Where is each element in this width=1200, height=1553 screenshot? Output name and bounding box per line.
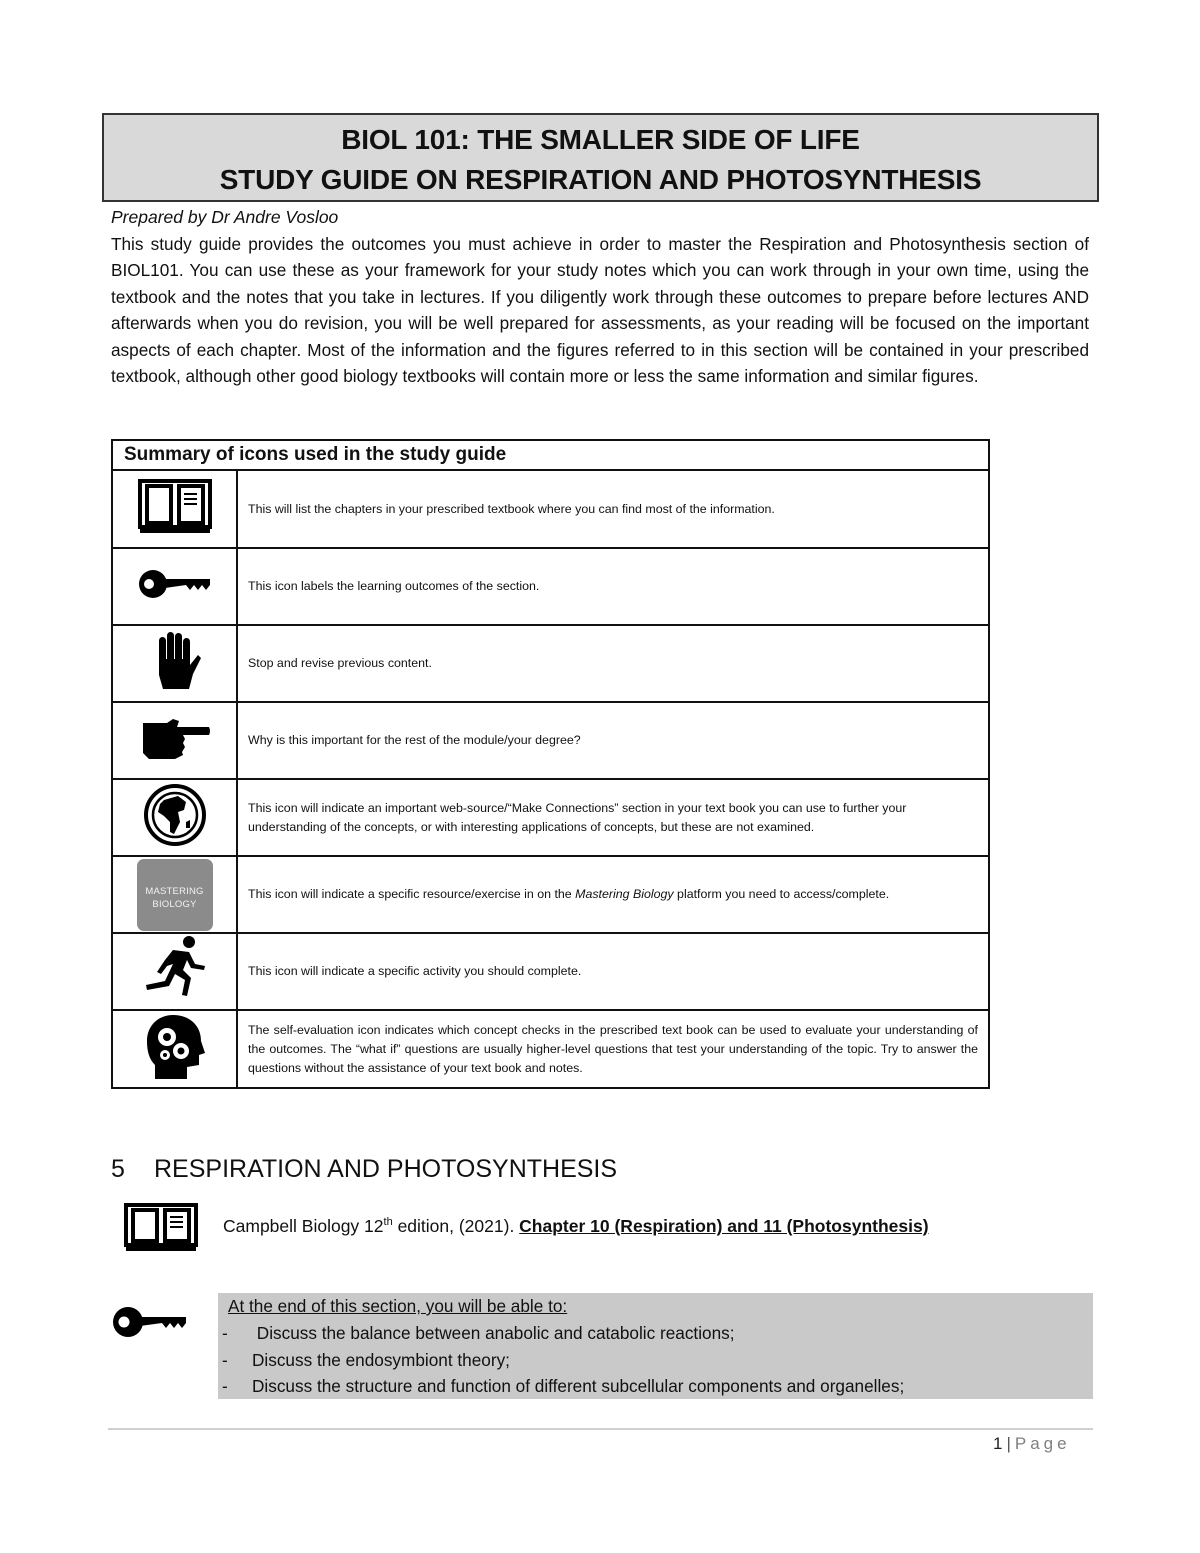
icon-description: This icon labels the learning outcomes of the section. — [237, 548, 989, 625]
list-item: - Discuss the balance between anabolic and catabolic reactions; — [222, 1322, 735, 1343]
footer-divider — [108, 1428, 1093, 1430]
prepared-by: Prepared by Dr Andre Vosloo — [111, 207, 339, 227]
icon-description: This icon will indicate an important web-source/“Make Connections” section in your text book you can use to further your understanding of the concepts, or with interesting applications of concepts, but these are not examined. — [237, 779, 989, 856]
table-row — [112, 856, 989, 933]
head-gears-icon — [145, 1013, 205, 1081]
icon-description: This icon will indicate a specific activity you should complete. — [237, 933, 989, 1010]
mastering-biology-icon: MASTERING BIOLOGY — [137, 859, 213, 931]
table-row — [112, 779, 989, 856]
title-box — [102, 113, 1099, 202]
table-row — [112, 470, 989, 548]
page-number: 1 — [993, 1434, 1003, 1453]
pointing-hand-icon — [139, 715, 211, 761]
globe-icon — [142, 782, 208, 848]
table-row — [112, 625, 989, 702]
page-footer: 1 | Page — [993, 1434, 1071, 1453]
outcomes-heading: At the end of this section, you will be able to: — [228, 1296, 568, 1316]
textbook-reference: Campbell Biology 12th edition, (2021). Chapter 10 (Respiration) and 11 (Photosynthesis) — [223, 1216, 929, 1236]
list-item: - Discuss the structure and function of different subcellular components and organelles; — [222, 1376, 905, 1397]
table-row — [112, 933, 989, 1010]
icon-description: This icon will indicate a specific resource/exercise in on the Mastering Biology platform you need to access/complete. — [237, 856, 989, 933]
icon-description: The self-evaluation icon indicates which concept checks in the prescribed text book can be used to evaluate your understanding of the outcomes. The “what if” questions are usually higher-level questions that test your understanding of the topic. Try to answer the questions without the assistance of your text book and notes. — [237, 1010, 989, 1088]
icon-description: Stop and revise previous content. — [237, 625, 989, 702]
chapter-reference: Chapter 10 (Respiration) and 11 (Photosynthesis) — [519, 1216, 929, 1236]
icon-summary-table — [111, 439, 990, 1089]
table-row — [112, 548, 989, 625]
section-title: RESPIRATION AND PHOTOSYNTHESIS — [154, 1155, 618, 1183]
icon-description: This will list the chapters in your prescribed textbook where you can find most of the information. — [237, 470, 989, 548]
page-label: Page — [1014, 1434, 1071, 1453]
book-icon — [137, 478, 213, 536]
table-row — [112, 702, 989, 779]
list-item: - Discuss the endosymbiont theory; — [222, 1349, 510, 1370]
intro-paragraph: This study guide provides the outcomes you must achieve in order to master the Respiration and Photosynthesis section of BIOL101. You can use these as your framework for your study notes which you can work through in your own time, using the textbook and the notes that you take in lectures. If you diligently work through these outcomes to prepare before lectures AND afterwards when you do revision, you will be well prepared for assessments, as your reading will be focused on the important aspects of each chapter. Most of the information and the figures referred to in this section will be contained in your prescribed textbook, although other good biology textbooks will contain more or less the same information and similar figures. — [111, 234, 1089, 387]
table-row — [112, 1010, 989, 1088]
key-icon — [112, 1303, 188, 1341]
document-title-line-2: STUDY GUIDE ON RESPIRATION AND PHOTOSYNTHESIS — [219, 164, 982, 195]
book-icon — [123, 1202, 199, 1254]
icon-table-header: Summary of icons used in the study guide — [112, 440, 989, 470]
learning-outcomes — [218, 1293, 1093, 1399]
section-heading — [111, 1155, 617, 1184]
icon-description: Why is this important for the rest of the module/your degree? — [237, 702, 989, 779]
stop-hand-icon — [149, 629, 201, 693]
key-icon — [138, 566, 212, 602]
running-person-icon — [143, 934, 207, 1004]
document-title-line-1: BIOL 101: THE SMALLER SIDE OF LIFE — [341, 124, 860, 155]
section-number: 5 — [111, 1155, 125, 1183]
